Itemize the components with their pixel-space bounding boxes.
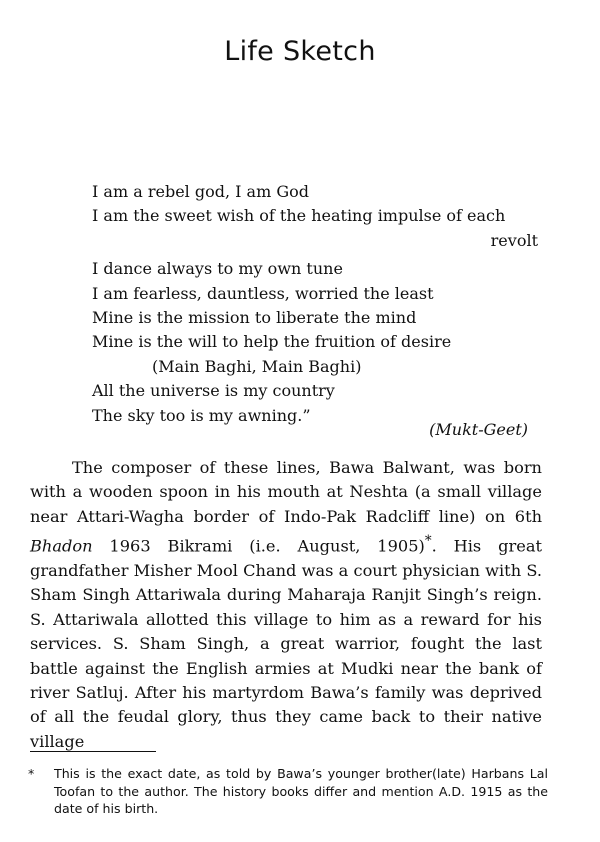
body-text: The composer of these lines, Bawa Balwant, was born with a wooden spoon in his mouth at Neshta (a small village near Attari-Wagha border of Indo-Pak Radcliff line) on 6th (30, 458, 542, 526)
poem-line: Mine is the will to help the fruition of desire (92, 332, 452, 352)
page-title: Life Sketch (224, 36, 376, 67)
poem-line: I am fearless, dauntless, worried the least (92, 283, 434, 303)
poem-line: The sky too is my awning.” (92, 405, 311, 425)
poem-line: I am a rebel god, I am God (92, 182, 310, 201)
poem-line: Mine is the mission to liberate the mind (92, 308, 417, 328)
body-text: 1963 Bikrami (i.e. August, 1905) (92, 536, 425, 556)
footnote-marker: * (28, 766, 35, 781)
footnote-text: This is the exact date, as told by Bawa’s younger brother(late) Harbans Lal Toofan to the author. The history books differ and mention A.D. 1915 as the date of his birth. (54, 766, 548, 816)
poem-line: I am the sweet wish of the heating impulse of each (92, 206, 506, 226)
poem-line: revolt (490, 230, 538, 250)
poem-line: I dance always to my own tune (92, 259, 343, 279)
body-italic-text: Bhadon (30, 536, 93, 556)
poem (92, 180, 542, 428)
footnote-reference: * (424, 533, 432, 550)
footnote (28, 765, 548, 818)
footnote-divider (30, 751, 156, 752)
poem-line: All the universe is my country (92, 381, 335, 401)
body-text: . His great grandfather Misher Mool Chand was a court physician with S. Sham Singh Attariwala during Maharaja Ranjit Singh’s reign. S. Attariwala allotted this village to him as a reward for his services. S. Sham Singh, a great warrior, fought the last battle against the English armies at Mudki near the bank of river Satluj. After his martyrdom Bawa’s family was deprived of all the feudal glory, thus they came back to their native village (30, 536, 542, 751)
poem-attribution: (Mukt-Geet) (429, 420, 528, 439)
poem-line: (Main Baghi, Main Baghi) (152, 356, 362, 376)
body-paragraph (30, 456, 542, 754)
